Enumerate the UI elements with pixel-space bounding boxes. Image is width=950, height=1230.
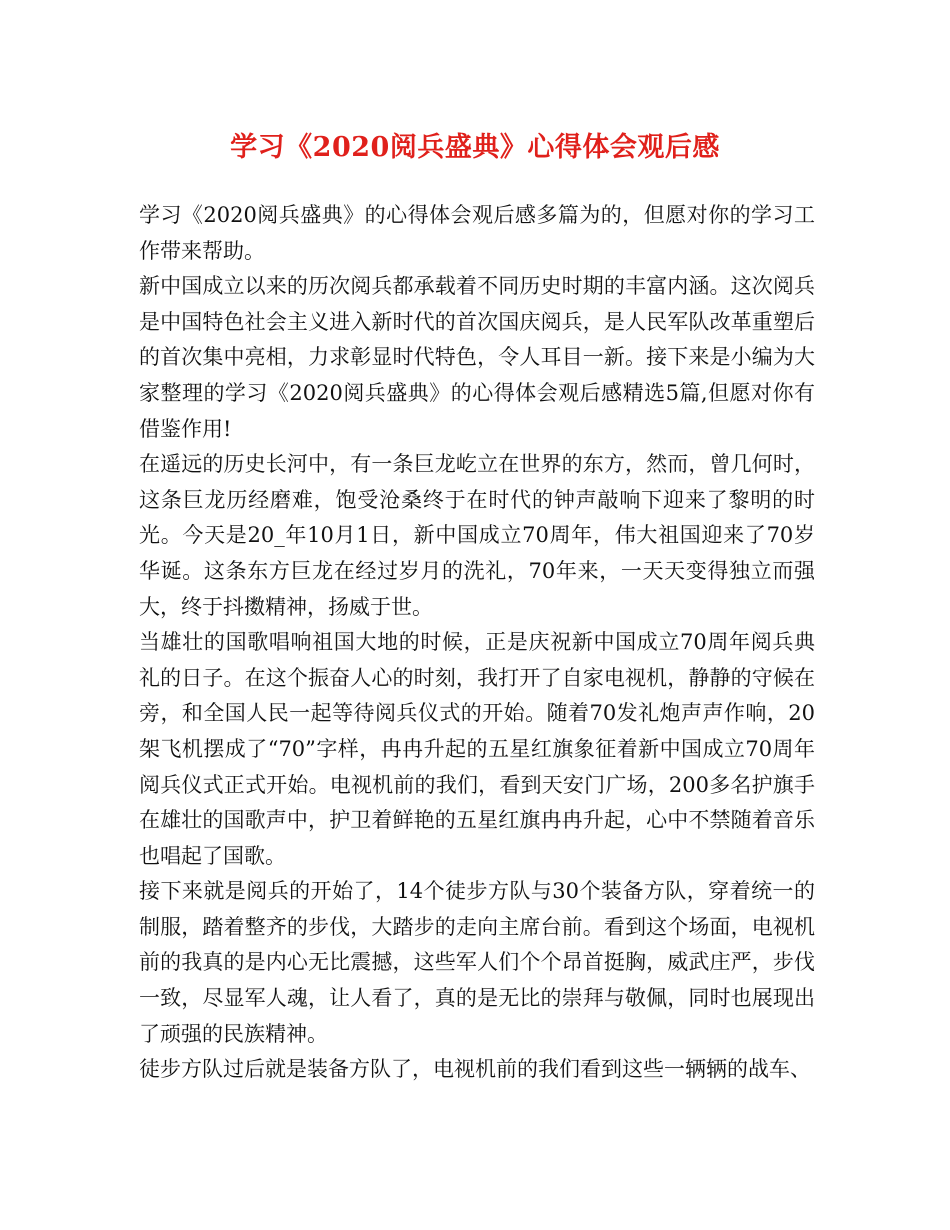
paragraph: 新中国成立以来的历次阅兵都承载着不同历史时期的丰富内涵。这次阅兵是中国特色社会主义进入新时代的首次国庆阅兵，是人民军队改革重塑后的首次集中亮相，力求彰显时代特色，令人耳目一新。接下来是小编为大家整理的学习《2020阅兵盛典》的心得体会观后感精选5篇,但愿对你有借鉴作用! [139, 274, 815, 441]
paragraph: 在遥远的历史长河中，有一条巨龙屹立在世界的东方，然而，曾几何时，这条巨龙历经磨难，饱受沧桑终于在时代的钟声敲响下迎来了黎明的时光。今天是20_年10月1日，新中国成立70周年，伟大祖国迎来了70岁华诞。这条东方巨龙在经过岁月的洗礼，70年来，一天天变得独立而强大，终于抖擞精神，扬威于世。 [139, 452, 815, 619]
paragraph: 徒步方队过后就是装备方队了，电视机前的我们看到这些一辆辆的战车、 [139, 1057, 811, 1082]
paragraph: 当雄壮的国歌唱响祖国大地的时候，正是庆祝新中国成立70周年阅兵典礼的日子。在这个振奋人心的时刻，我打开了自家电视机，静静的守候在旁，和全国人民一起等待阅兵仪式的开始。随着70发礼炮声声作响，20架飞机摆成了“70”字样，冉冉升起的五星红旗象征着新中国成立70周年阅兵仪式正式开始。电视机前的我们，看到天安门广场，200多名护旗手在雄壮的国歌声中，护卫着鲜艳的五星红旗冉冉升起，心中不禁随着音乐也唱起了国歌。 [139, 630, 815, 868]
paragraph: 接下来就是阅兵的开始了，14个徒步方队与30个装备方队，穿着统一的制服，踏着整齐的步伐，大踏步的走向主席台前。看到这个场面，电视机前的我真的是内心无比震撼，这些军人们个个昂首挺胸，威武庄严，步伐一致，尽显军人魂，让人看了，真的是无比的崇拜与敬佩，同时也展现出了顽强的民族精神。 [139, 879, 815, 1046]
document-title: 学习《2020阅兵盛典》心得体会观后感 [230, 132, 720, 163]
paragraph-intro: 学习《2020阅兵盛典》的心得体会观后感多篇为的，但愿对你的学习工作带来帮助。 [139, 203, 815, 263]
document-body [139, 198, 815, 1088]
